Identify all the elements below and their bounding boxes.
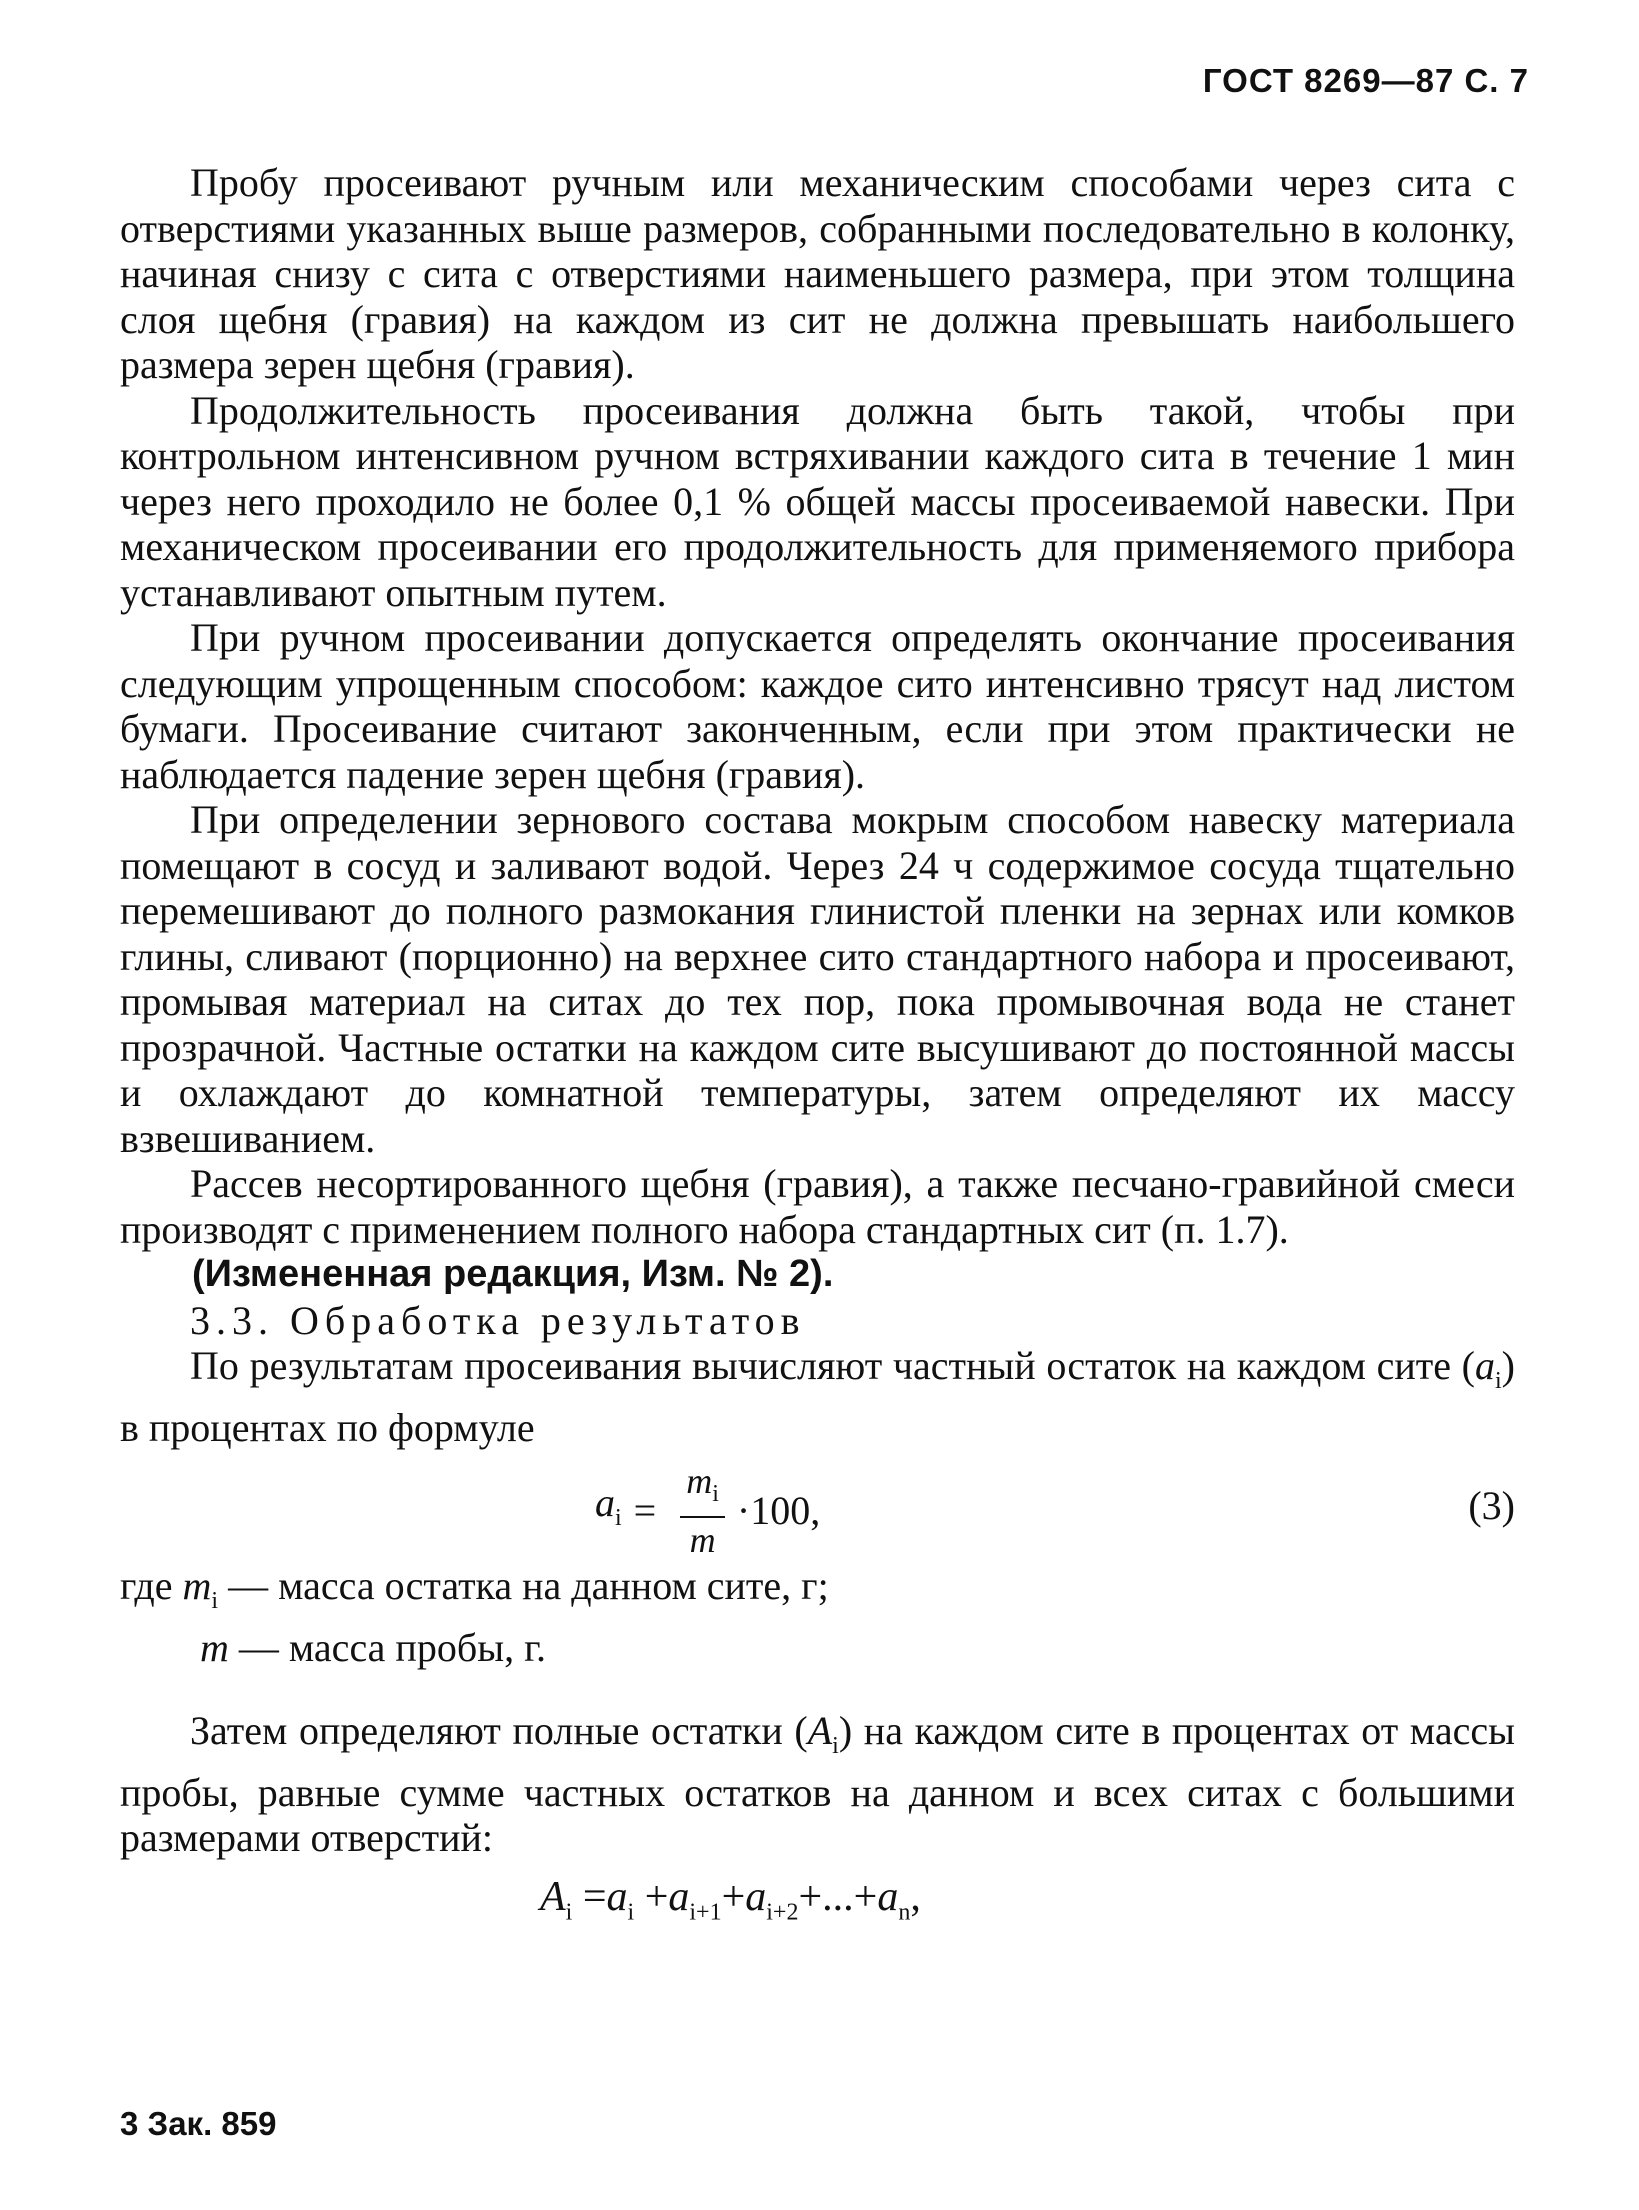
amendment-note: (Измененная редакция, Изм. № 2). <box>192 1253 834 1295</box>
formula-number: (3) <box>1468 1483 1515 1528</box>
paragraph-manual-sieving: При ручном просеивании допускается определять окончание просеивания следующим упрощенным способом: каждое сито интенсивно трясут над листом бумаги. Просеивание считают законченным, если при этом практически не наблюдается падение зерен щебня (гравия). <box>120 615 1515 797</box>
document-body <box>120 160 1515 1938</box>
paragraph-sieving-procedure: Пробу просеивают ручным или механическим способами через сита с отверстиями указанных выше размеров, собранными последовательно в колонку, начиная снизу с сита с отверстиями наименьшего размера, при этом толщина слоя щебня (гравия) на каждом из сит не должна превышать наибольшего размера зерен щебня (гравия). <box>120 160 1515 387</box>
paragraph-total-residue: Затем определяют полные остатки $(A_i)$ на каждом сите в процентах от массы пробы, равные сумме частных остатков на данном и всех ситах с большими размерами отверстий: <box>120 1708 1515 1860</box>
fraction: $\frac{m_i}{m}$ <box>680 1461 725 1560</box>
section-title: 3.3. Обработка результатов <box>190 1297 806 1343</box>
paragraph-partial-residue: По результатам просеивания вычисляют частный остаток на каждом сите $(a_i)$ в процентах по формуле <box>120 1343 1515 1450</box>
paragraph-wet-method: При определении зернового состава мокрым способом навеску материала помещают в сосуд и заливают водой. Через 24 ч содержимое сосуда тщательно перемешивают до полного размокания глинистой пленки на зернах или комков глины, сливают (порционно) на верхнее сито стандартного набора и просеивают, промывая материал на ситах до тех пор, пока промывочная вода не станет прозрачной. Частные остатки на каждом сите высушивают до постоянной массы и охлаждают до комнатной температуры, затем определяют их массу взвешиванием. <box>120 797 1515 1161</box>
page-header: ГОСТ 8269—87 С. 7 <box>1202 62 1529 99</box>
definition-mi: где $m_i$ — масса остатка на данном сите, г; <box>120 1563 829 1614</box>
formula-total-residue: $A_i =a_i +a_{i+1}+a_{i+2}+...+a_n$, <box>540 1873 921 1925</box>
paragraph-sieving-duration: Продолжительность просеивания должна быть такой, чтобы при контрольном интенсивном ручном встряхивании каждого сита в течение 1 мин через него проходило не более 0,1 % общей массы просеиваемой навески. При механическом просеивании его продолжительность для применяемого прибора устанавливают опытным путем. <box>120 387 1515 615</box>
variable-definitions <box>120 1563 1515 1670</box>
page-footer: 3 Зак. 859 <box>120 2105 277 2142</box>
definition-m: m — масса пробы, г. <box>200 1624 546 1670</box>
formula-partial-residue: $a_i$ = $\frac{m_i}{m}$ ·100, (3) <box>595 1460 1515 1561</box>
paragraph-unsorted-gravel: Рассев несортированного щебня (гравия), а также песчано-гравийной смеси производят с применением полного набора стандартных сит (п. 1.7). <box>120 1161 1515 1252</box>
